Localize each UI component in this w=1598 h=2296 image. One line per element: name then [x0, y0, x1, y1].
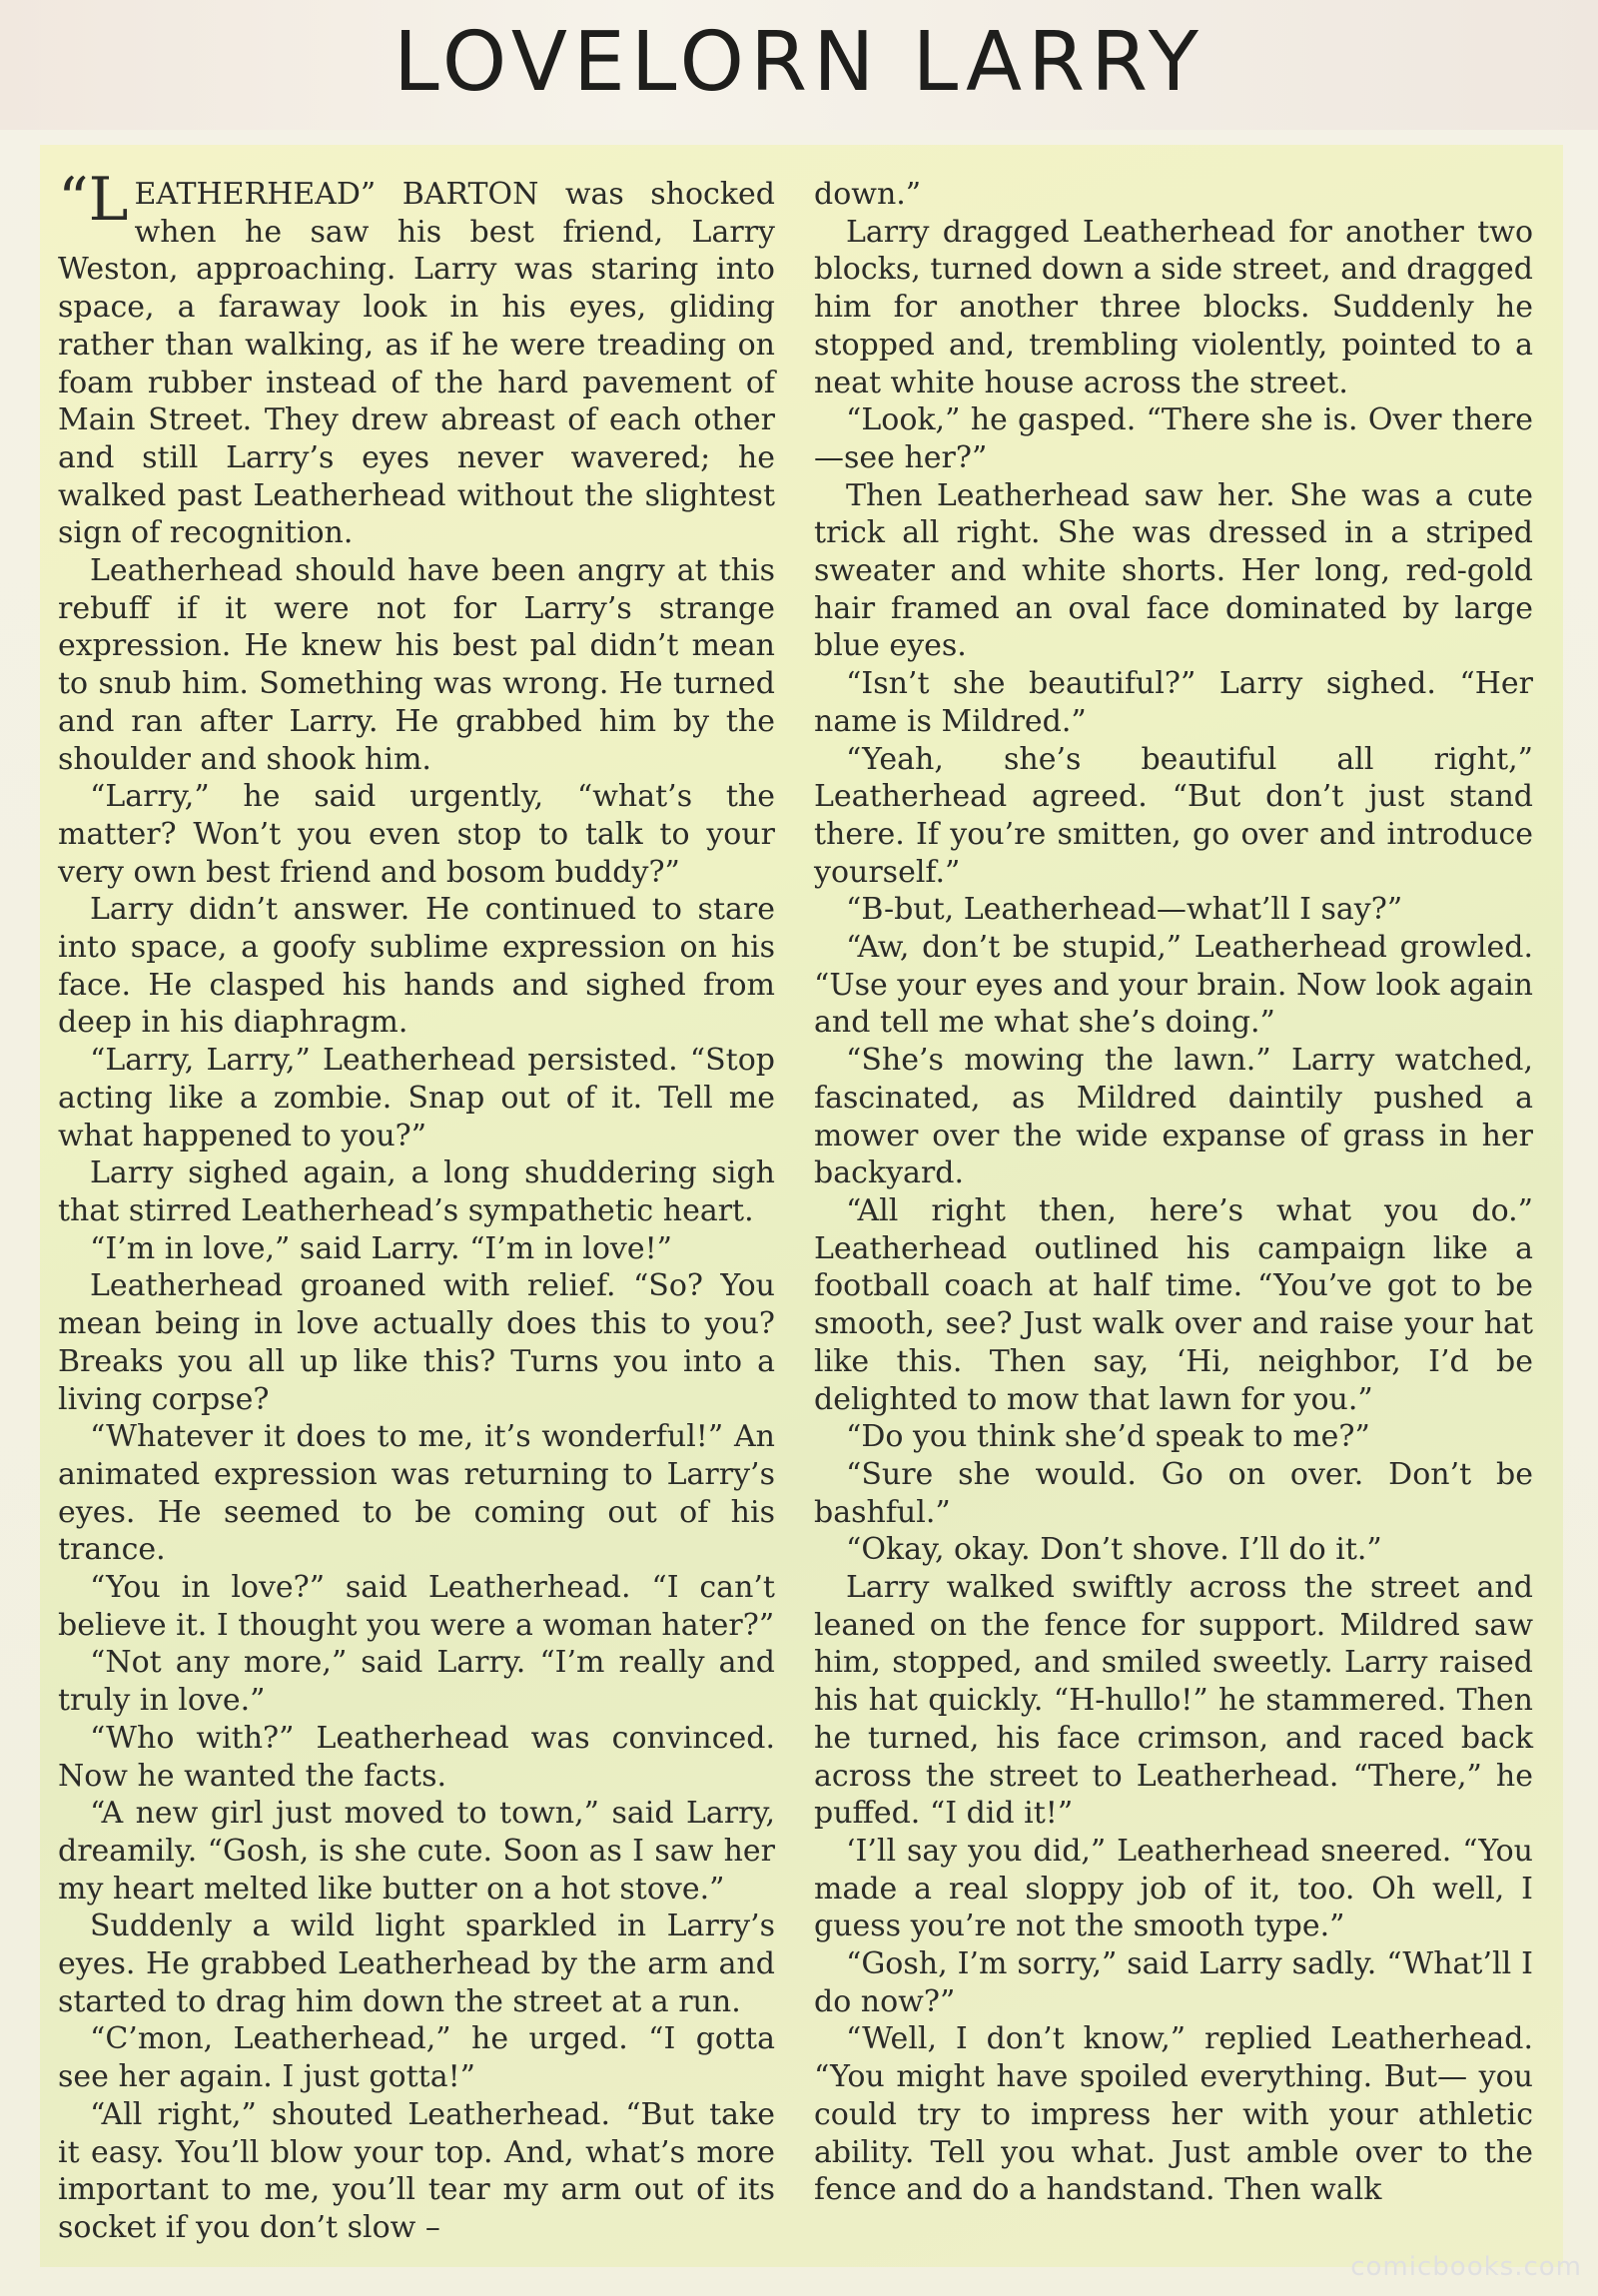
- watermark: comicbooks.com: [1350, 2252, 1582, 2282]
- paragraph: “Look,” he gasped. “There she is. Over there—see her?”: [814, 402, 1533, 475]
- paragraph: “Yeah, she’s beautiful all right,” Leatherhead agreed. “But don’t just stand there. If you’re smitten, go over and introduce yourself.”: [814, 741, 1533, 890]
- paragraph: “Larry, Larry,” Leatherhead persisted. “Stop acting like a zombie. Snap out of it. Tell me what happened to you?”: [58, 1043, 775, 1153]
- paragraph: “I’m in love,” said Larry. “I’m in love!”: [90, 1230, 672, 1266]
- paragraph: “Not any more,” said Larry. “I’m really and truly in love.”: [58, 1645, 775, 1719]
- paragraph: “Who with?” Leatherhead was convinced. Now he wanted the facts.: [58, 1720, 775, 1794]
- paragraph: “Do you think she’d speak to me?”: [846, 1419, 1370, 1455]
- paragraph: “Well, I don’t know,” replied Leatherhead. “You might have spoiled everything. But— you could try to impress her with your athletic ability. Tell you what. Just amble over to the fence and do a handstand. Then walk: [814, 2021, 1533, 2208]
- paragraph: “Sure she would. Go on over. Don’t be bashful.”: [814, 1456, 1533, 1530]
- paragraph: “B-but, Leatherhead—what’ll I say?”: [846, 892, 1403, 928]
- paragraph: “Larry,” he said urgently, “what’s the matter? Won’t you even stop to talk to your very own best friend and bosom buddy?”: [58, 779, 775, 890]
- paragraph: Leatherhead groaned with relief. “So? You mean being in love actually does this to you? Breaks you all up like this? Turns you into a living corpse?: [58, 1268, 775, 1417]
- paragraph: “Whatever it does to me, it’s wonderful!” An animated expression was returning to Larry’s eyes. He seemed to be coming out of his trance.: [58, 1419, 775, 1568]
- paragraph: Suddenly a wild light sparkled in Larry’s eyes. He grabbed Leatherhead by the arm and started to drag him down the street at a run.: [58, 1909, 775, 2019]
- paragraph: “All right,” shouted Leatherhead. “But take it easy. You’ll blow your top. And, what’s more important to me, you’ll tear my arm out of its socket if you don’t slow –: [58, 2096, 775, 2245]
- title-band: [0, 0, 1598, 130]
- left-column: [58, 165, 775, 2247]
- paragraph: “Isn’t she beautiful?” Larry sighed. “Her name is Mildred.”: [814, 666, 1533, 739]
- paragraph: “You in love?” said Leatherhead. “I can’t believe it. I thought you were a woman hater?”: [58, 1570, 775, 1643]
- paragraph: Larry walked swiftly across the street and leaned on the fence for support. Mildred saw him, stopped, and smiled sweetly. Larry raised his hat quickly. “H-hullo!” he stammered. Then he turned, his face crimson, and raced back across the street to Leatherhead. “There,” he puffed. “I did it!”: [814, 1570, 1533, 1832]
- paragraph: “All right then, here’s what you do.” Leatherhead outlined his campaign like a football coach at half time. “You’ve got to be smooth, see? Just walk over and raise your hat like this. Then say, ‘Hi, neighbor, I’d be delighted to mow that lawn for you.”: [814, 1192, 1533, 1417]
- paragraph: “She’s mowing the lawn.” Larry watched, fascinated, as Mildred daintily pushed a mower over the wide expanse of grass in her backyard.: [814, 1043, 1533, 1191]
- paragraph: “Gosh, I’m sorry,” said Larry sadly. “What’ll I do now?”: [814, 1946, 1533, 2019]
- drop-cap: “L: [58, 165, 129, 235]
- paragraph: Larry dragged Leatherhead for another two blocks, turned down a side street, and dragged him for another three blocks. Suddenly he stopped and, trembling violently, pointed to a neat white house across the street.: [814, 214, 1533, 400]
- paragraph: Larry sighed again, a long shuddering sigh that stirred Leatherhead’s sympathetic heart.: [58, 1155, 775, 1228]
- paragraph: “Aw, don’t be stupid,” Leatherhead growled. “Use your eyes and your brain. Now look again and tell me what she’s doing.”: [814, 930, 1533, 1041]
- paragraph: ‘I’ll say you did,” Leatherhead sneered. “You made a real sloppy job of it, too. Oh well, I guess you’re not the smooth type.”: [814, 1833, 1533, 1944]
- paragraph: “Okay, okay. Don’t shove. I’ll do it.”: [846, 1532, 1382, 1568]
- story-title: LOVELORN LARRY: [394, 15, 1204, 110]
- paragraph: “C’mon, Leatherhead,” he urged. “I gotta see her again. I just gotta!”: [58, 2021, 775, 2095]
- right-column: [814, 176, 1533, 2209]
- opening-paragraph: [58, 165, 775, 552]
- paragraph: “A new girl just moved to town,” said Larry, dreamily. “Gosh, is she cute. Soon as I saw her my heart melted like butter on a hot stove.”: [58, 1796, 775, 1907]
- continuation-line: down.”: [814, 177, 922, 212]
- paragraph: Leatherhead should have been angry at this rebuff if it were not for Larry’s strange expression. He knew his best pal didn’t mean to snub him. Something was wrong. He turned and ran after Larry. He grabbed him by the shoulder and shook him.: [58, 553, 775, 777]
- opening-text: EATHERHEAD” BARTON was shocked when he saw his best friend, Larry Weston, approaching. Larry was staring into space, a faraway look in his eyes, gliding rather than walking, as if he were treading on foam rubber instead of the hard pavement of Main Street. They drew abreast of each other and still Larry’s eyes never wavered; he walked past Leatherhead without the slightest sign of recognition.: [58, 177, 775, 551]
- paragraph: Larry didn’t answer. He continued to stare into space, a goofy sublime expression on his face. He clasped his hands and sighed from deep in his diaphragm.: [58, 892, 775, 1041]
- paragraph: Then Leatherhead saw her. She was a cute trick all right. She was dressed in a striped sweater and white shorts. Her long, red-gold hair framed an oval face dominated by large blue eyes.: [814, 477, 1533, 664]
